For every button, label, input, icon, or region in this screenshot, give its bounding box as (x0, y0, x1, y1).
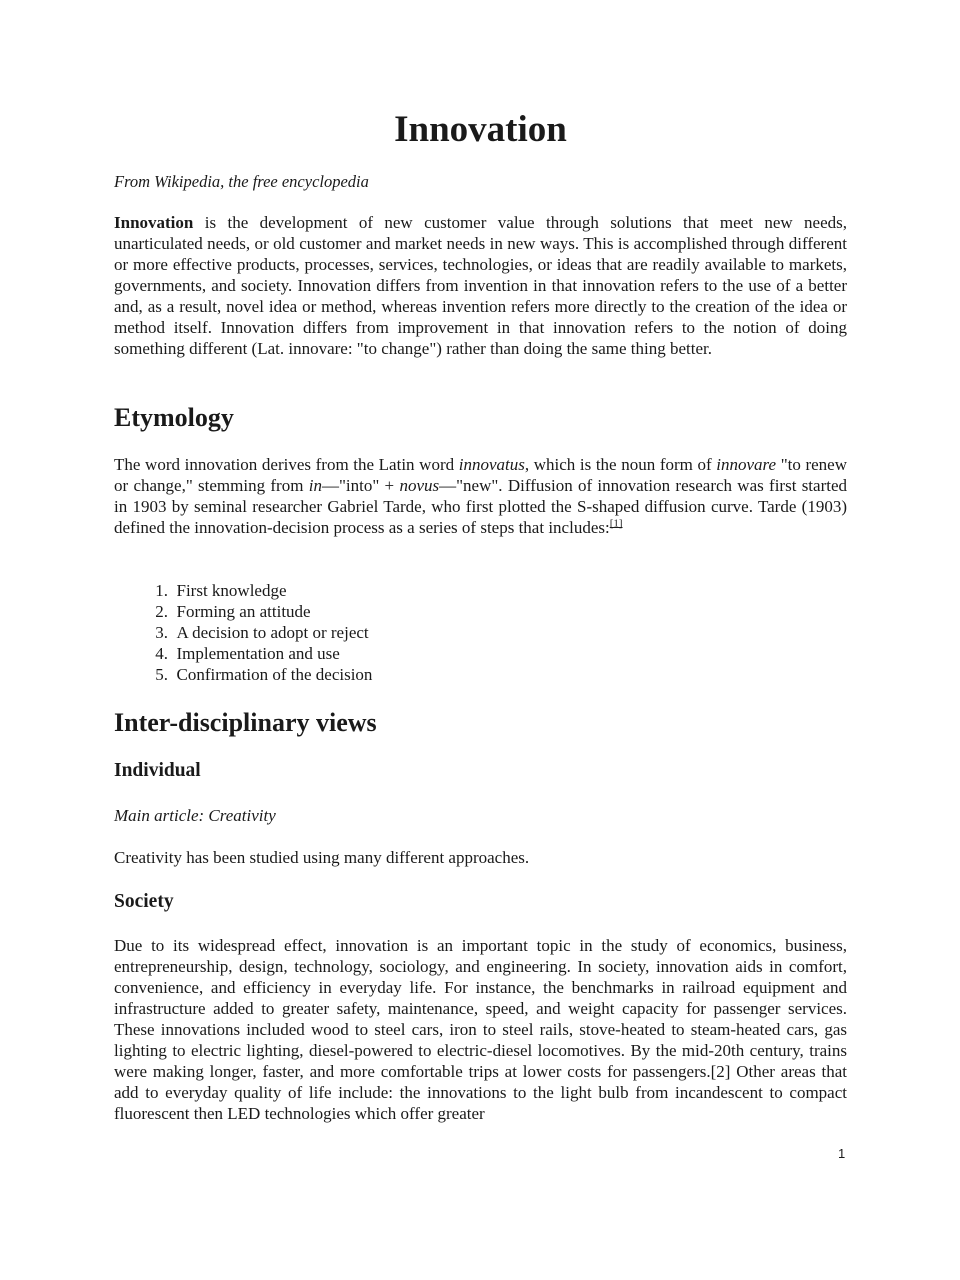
intro-text: is the development of new customer value through solutions that meet new needs, unarticulated needs, or old customer and market needs in new ways. This is accomplished through different or more effective products, processes, services, technologies, or ideas that are readily available to markets, governments, and society. Innovation differs from invention in that innovation refers to the use of a better and, as a result, novel idea or method, whereas invention refers more directly to the creation of the idea or method itself. Innovation differs from improvement in that innovation refers to the notion of doing something different (Lat. innovare: "to change") rather than doing the same thing better. (114, 213, 847, 358)
list-item-number: 4. (155, 644, 168, 663)
main-article-note: Main article: Creativity (114, 806, 276, 825)
intro-paragraph (114, 212, 847, 359)
list-item (114, 622, 372, 643)
list-item-number: 1. (155, 581, 168, 600)
word-innovare: innovare (716, 455, 777, 474)
list-item (114, 643, 372, 664)
list-item-text: Implementation and use (176, 644, 340, 663)
list-item (114, 580, 372, 601)
etymology-text-1: The word innovation derives from the Latin word (114, 455, 459, 474)
reference-link-1[interactable]: [1] (609, 517, 623, 530)
intro-bold-term: Innovation (114, 213, 194, 232)
word-novus: novus (399, 476, 440, 495)
etymology-heading: Etymology (114, 403, 234, 432)
list-item-number: 3. (155, 623, 168, 642)
list-item-text: Confirmation of the decision (176, 665, 373, 684)
interdisciplinary-heading: Inter-disciplinary views (114, 708, 377, 737)
word-innovatus: innovatus (458, 455, 525, 474)
page-number: 1 (838, 1146, 846, 1161)
individual-paragraph: Creativity has been studied using many different approaches. (114, 848, 530, 867)
list-item (114, 601, 372, 622)
innovation-decision-steps (114, 580, 372, 685)
list-item-number: 2. (155, 602, 168, 621)
etymology-text-5: —"new". Diffusion of innovation research was first started in 1903 by seminal researcher Gabriel Tarde, who first plotted the S-shaped diffusion curve. Tarde (1903) defined the innovation-decision process as a series of steps that includes: (114, 476, 848, 537)
page-title: Innovation (394, 109, 567, 150)
etymology-text-2: , which is the noun form of (524, 455, 717, 474)
etymology-text-3: "to renew or change," stemming from (114, 455, 847, 495)
tagline: From Wikipedia, the free encyclopedia (114, 172, 369, 191)
etymology-paragraph (114, 454, 847, 538)
society-heading: Society (114, 891, 174, 912)
etymology-text-4: —"into" + (321, 476, 400, 495)
list-item-text: First knowledge (176, 581, 287, 600)
word-in: in (308, 476, 322, 495)
list-item-text: Forming an attitude (176, 602, 311, 621)
individual-heading: Individual (114, 760, 201, 781)
list-item (114, 664, 372, 685)
list-item-text: A decision to adopt or reject (176, 623, 369, 642)
list-item-number: 5. (155, 665, 168, 684)
society-paragraph: Due to its widespread effect, innovation is an important topic in the study of economics, business, entrepreneurship, design, technology, sociology, and engineering. In society, innovation aids in comfort, convenience, and efficiency in everyday life. For instance, the benchmarks in railroad equipment and infrastructure added to greater safety, maintenance, speed, and weight capacity for passenger services. These innovations included wood to steel cars, iron to steel rails, stove-heated to steam-heated cars, gas lighting to electric lighting, diesel-powered to electric-diesel locomotives. By the mid-20th century, trains were making longer, faster, and more comfortable trips at lower costs for passengers.[2] Other areas that add to everyday quality of life include: the innovations to the light bulb from incandescent to compact fluorescent then LED technologies which offer greater (114, 936, 847, 1123)
